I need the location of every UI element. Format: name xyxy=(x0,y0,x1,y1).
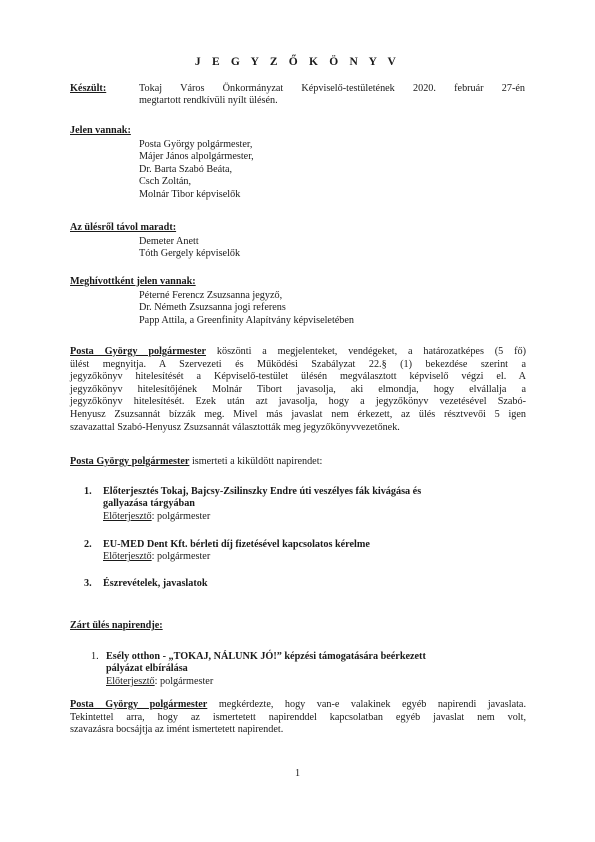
presenter-label: Előterjesztő xyxy=(103,551,152,563)
agenda-number: 1. xyxy=(84,486,92,497)
agenda-presenter xyxy=(103,551,370,563)
agenda-title-line: Észrevételek, javaslatok xyxy=(103,578,208,589)
closing-line-1-text: megkérdezte, hogy van-e valakinek egyéb napirendi javaslata. xyxy=(207,699,526,710)
list-item: Péterné Ferencz Zsuzsanna jegyző, xyxy=(139,290,283,301)
list-item: Csch Zoltán, xyxy=(139,176,192,188)
list-item: Molnár Tibor képviselők xyxy=(139,188,241,200)
speaker-name: Posta György polgármester xyxy=(70,346,207,357)
tavol-label: Az ülésről távol maradt: xyxy=(70,222,177,233)
keszult-line-2: megtartott rendkívüli nyílt ülésén. xyxy=(139,95,278,107)
list-item: Májer János alpolgármester, xyxy=(139,151,254,163)
agenda-item-3 xyxy=(103,578,208,590)
meghivott-list xyxy=(139,290,354,327)
closing-line-2: Tekintettel arra, hogy az ismertetett napirenddel kapcsolatban egyéb javaslat nem volt, xyxy=(70,711,526,723)
keszult-label: Készült: xyxy=(70,83,107,94)
opening-line-7: szavazattal Szabó-Henyusz Zsuzsannát választották meg jegyzőkönyvvezetőnek. xyxy=(70,421,400,433)
zart-item-1 xyxy=(106,651,426,688)
agenda-number: 1. xyxy=(91,651,99,662)
document-title: J E G Y Z Ő K Ö N Y V xyxy=(194,56,401,68)
opening-line-3: jegyzőkönyv hitelesítését a Képviselő-testület ülésén megválasztott képviselő végzi el. A xyxy=(70,371,526,383)
list-item: Dr. Németh Zsuzsanna jogi referens xyxy=(139,302,286,314)
meghivott-label: Meghívottként jelen vannak: xyxy=(70,276,196,287)
speaker-name: Posta György polgármester xyxy=(70,699,208,710)
agenda-item-1 xyxy=(103,486,421,523)
agenda-title-line: Esély otthon - „TOKAJ, NÁLUNK JÓ!” képzési támogatására beérkezett xyxy=(106,651,426,662)
agenda-number: 2. xyxy=(84,539,92,550)
presenter-label: Előterjesztő xyxy=(106,675,155,687)
presenter-value: : polgármester xyxy=(154,675,214,687)
agenda-presenter xyxy=(103,511,421,523)
list-item: Posta György polgármester, xyxy=(139,139,253,150)
closing-paragraph xyxy=(70,699,526,737)
keszult-line-1: Tokaj Város Önkormányzat Képviselő-testületének 2020. február 27-én xyxy=(139,83,525,94)
page-number: 1 xyxy=(294,768,301,779)
agenda-number: 3. xyxy=(84,578,92,589)
presenter-value: : polgármester xyxy=(151,551,211,563)
opening-line-1 xyxy=(70,346,526,359)
presenter-label: Előterjesztő xyxy=(103,510,152,522)
agenda-intro xyxy=(70,456,322,469)
list-item: Papp Attila, a Greenfinity Alapítvány képviseletében xyxy=(139,314,355,326)
list-item: Demeter Anett xyxy=(139,236,199,247)
tavol-list xyxy=(139,236,240,261)
agenda-presenter xyxy=(106,676,426,688)
opening-line-2: ülést megnyitja. A Szervezeti és Működési Szabályzat 22.§ (1) bekezdése szerint a xyxy=(70,358,526,370)
opening-paragraph xyxy=(70,346,526,434)
opening-line-4: jegyzőkönyv hitelesítőjének Molnár Tibort javasolja, aki elmondja, hogy elvállalja a xyxy=(70,383,526,395)
agenda-item-2 xyxy=(103,539,370,564)
jelen-label: Jelen vannak: xyxy=(70,125,131,136)
closing-line-3: szavazásra bocsájtja az imént ismertetett napirendet. xyxy=(70,724,284,736)
zart-label: Zárt ülés napirendje: xyxy=(70,620,163,631)
agenda-intro-text: ismerteti a kiküldött napirendet: xyxy=(189,456,323,467)
opening-line-1-text: köszönti a megjelenteket, vendégeket, a határozatképes (5 fő) xyxy=(206,346,527,357)
agenda-title-line: gallyazása tárgyában xyxy=(103,498,195,510)
list-item: Tóth Gergely képviselők xyxy=(139,248,241,260)
agenda-title-line: pályázat elbírálása xyxy=(106,663,188,675)
speaker-name: Posta György polgármester xyxy=(70,456,190,467)
opening-line-6: Henyusz Zsuzsannát bízzák meg. Mivel más javaslat nem érkezett, az ülés résztvevői 5 igen xyxy=(70,408,526,420)
opening-line-5: jegyzőkönyv hitelesítését. Ezek után azt javasolja, hogy a jegyzőkönyv vezetésével Szabó- xyxy=(70,396,526,408)
presenter-value: : polgármester xyxy=(151,510,211,522)
keszult-text xyxy=(139,83,525,108)
agenda-title-line: EU-MED Dent Kft. bérleti díj fizetésével kapcsolatos kérelme xyxy=(103,539,370,550)
closing-line-1 xyxy=(70,699,526,712)
jelen-list xyxy=(139,139,254,201)
list-item: Dr. Barta Szabó Beáta, xyxy=(139,163,233,175)
agenda-title-line: Előterjesztés Tokaj, Bajcsy-Zsilinszky Endre úti veszélyes fák kivágása és xyxy=(103,486,422,497)
